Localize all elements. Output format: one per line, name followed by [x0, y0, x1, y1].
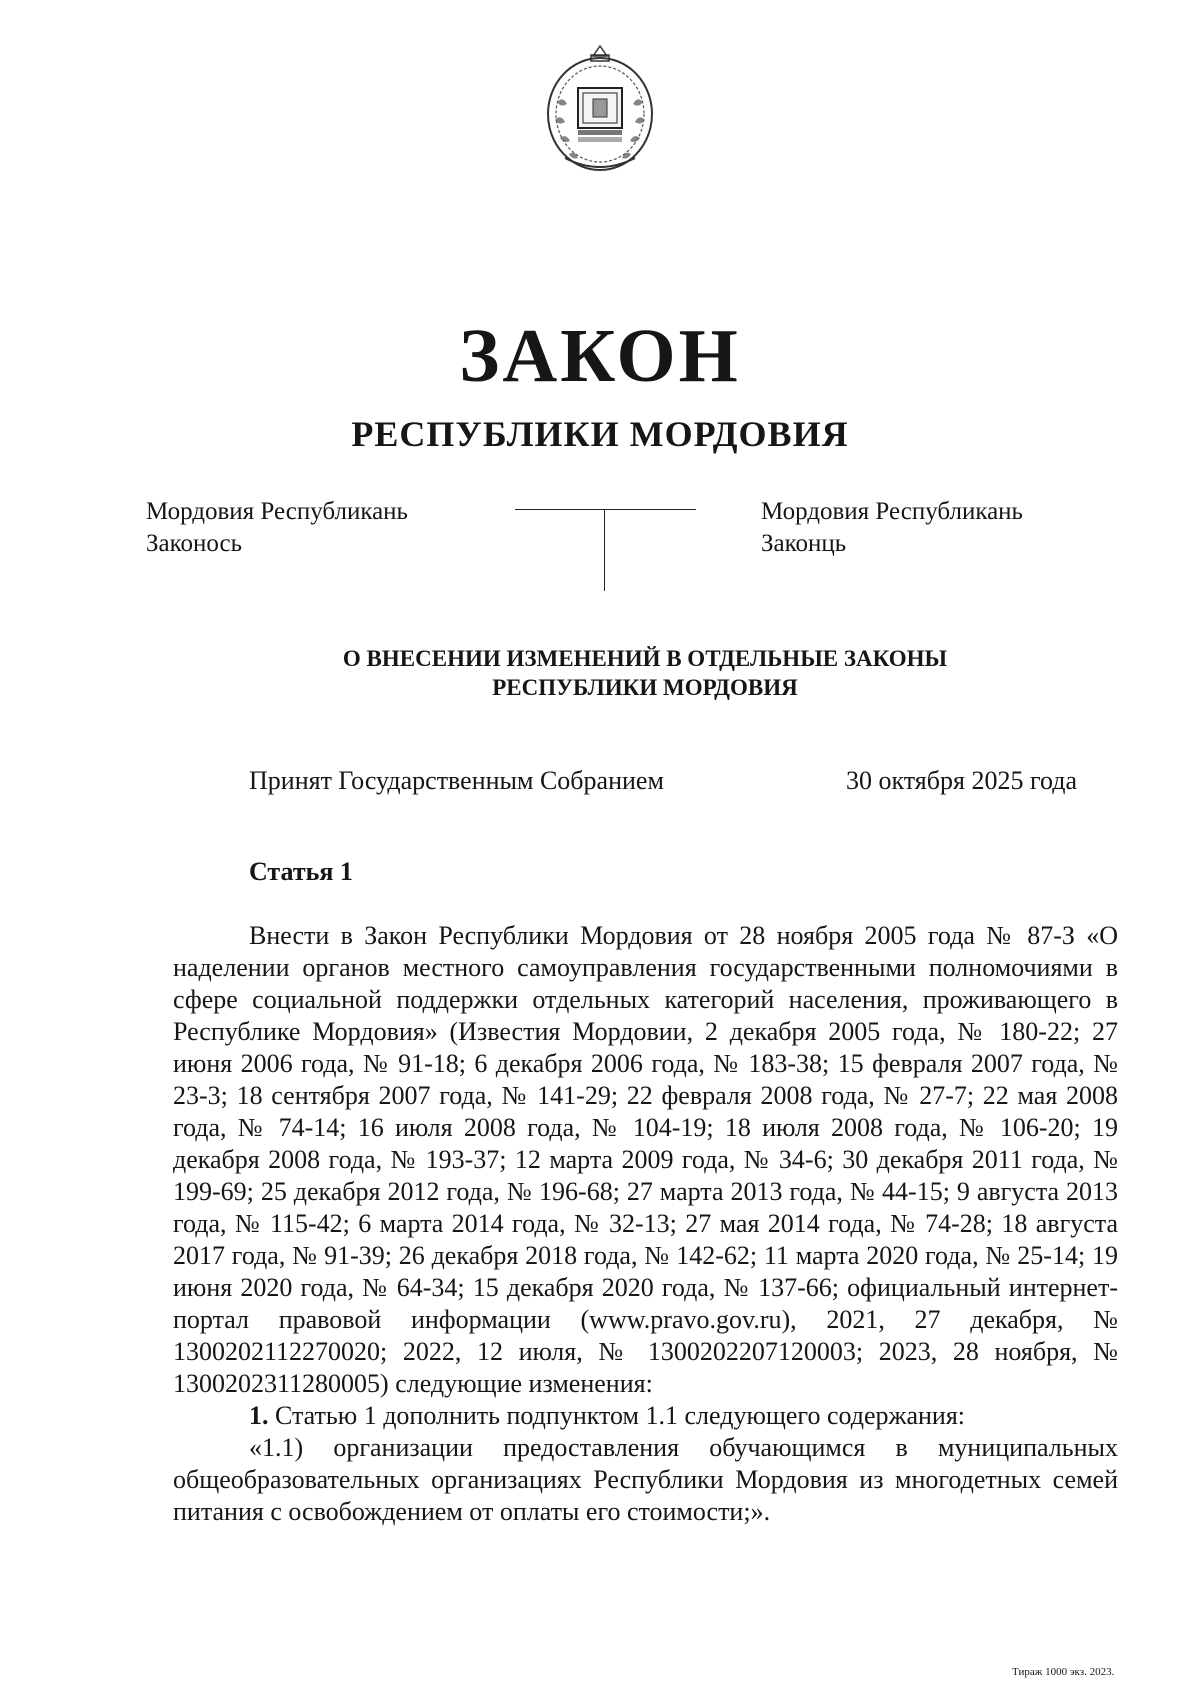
- divider-horizontal: [515, 509, 696, 510]
- erzya-title-line2: Законць: [761, 530, 847, 557]
- moksha-title-line2: Законось: [146, 530, 242, 557]
- moksha-title: [146, 496, 408, 560]
- adoption-statement: Принят Государственным Собранием: [249, 766, 664, 795]
- document-heading-line1: О ВНЕСЕНИИ ИЗМЕНЕНИЙ В ОТДЕЛЬНЫЕ ЗАКОНЫ: [342, 646, 948, 671]
- article-intro-paragraph: Внести в Закон Республики Мордовия от 28 ноября 2005 года № 87-З «О наделении органов местного самоуправления государственными полномочиями в сфере социальной поддержки отдельных категорий населения, проживающего в Республике Мордовия» (Известия Мордовии, 2 декабря 2005 года, № 180-22; 27 июня 2006 года, № 91-18; 6 декабря 2006 года, № 183-38; 15 февраля 2007 года, № 23-3; 18 сентября 2007 года, № 141-29; 22 февраля 2008 года, № 27-7; 22 мая 2008 года, № 74-14; 16 июля 2008 года, № 104-19; 18 июля 2008 года, № 106-20; 19 декабря 2008 года, № 193-37; 12 марта 2009 года, № 34-6; 30 декабря 2011 года, № 199-69; 25 декабря 2012 года, № 196-68; 27 марта 2013 года, № 44-15; 9 августа 2013 года, № 115-42; 6 марта 2014 года, № 32-13; 27 мая 2014 года, № 74-28; 18 августа 2017 года, № 91-39; 26 декабря 2018 года, № 142-62; 11 марта 2020 года, № 25-14; 19 июня 2020 года, № 64-34; 15 декабря 2020 года, № 137-66; официальный интернет-портал правовой информации (www.pravo.gov.ru), 2021, 27 декабря, № 1300202112270020; 2022, 12 июля, № 1300202207120003; 2023, 28 ноября, № 1300202311280005) следующие изменения:: [173, 921, 1118, 1398]
- adoption-date: 30 октября 2025 года: [846, 766, 1077, 795]
- divider-vertical: [604, 509, 605, 591]
- law-title: ЗАКОН: [459, 314, 741, 398]
- item-number: 1.: [249, 1401, 269, 1430]
- document-heading: [0, 644, 1200, 702]
- erzya-title-line1: Мордовия Республикань: [761, 498, 1023, 525]
- article-title: Статья 1: [249, 857, 353, 886]
- document-heading-line2: РЕСПУБЛИКИ МОРДОВИЯ: [492, 675, 798, 700]
- erzya-title: [761, 496, 1023, 560]
- moksha-title-line1: Мордовия Республикань: [146, 498, 408, 525]
- article-body: [173, 920, 1118, 1528]
- quoted-subitem: «1.1) организации предоставления обучающимся в муниципальных общеобразовательных организациях Республики Мордовия из многодетных семей питания с освобождением от оплаты его стоимости;».: [173, 1433, 1118, 1526]
- print-run-note: Тираж 1000 экз. 2023.: [1012, 1666, 1115, 1678]
- coat-of-arms-icon: [543, 42, 657, 178]
- item-text: Статью 1 дополнить подпунктом 1.1 следующего содержания:: [268, 1401, 966, 1430]
- article-item-1: [173, 1400, 1118, 1432]
- law-subtitle: РЕСПУБЛИКИ МОРДОВИЯ: [351, 414, 849, 454]
